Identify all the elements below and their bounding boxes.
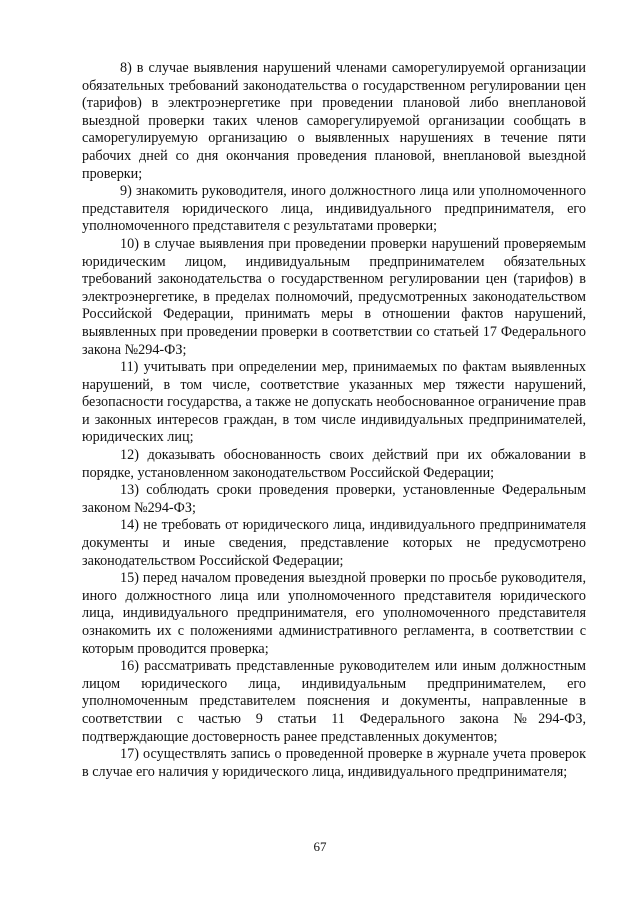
paragraph-item-16: 16) рассматривать представленные руководителем или иным должностным лицом юридического лица, индивидуальным предпринимателем, его уполномоченным представителем пояснения и документы, направленные в соответствии с частью 9 статьи 11 Федерального закона №294-ФЗ, подтверждающие достоверность ранее представленных документов; bbox=[82, 658, 586, 745]
paragraph-item-10: 10) в случае выявления при проведении проверки нарушений проверяемым юридическим лицом, индивидуальным предпринимателем обязательных требований законодательства о государственном регулировании цен (тарифов) в электроэнергетике, в пределах полномочий, предусмотренных законодательством Российской Федерации, принимать меры в отношении фактов нарушений, выявленных при проведении проверки в соответствии со статьей 17 Федерального закона №294-ФЗ; bbox=[82, 235, 586, 358]
paragraph-item-13: 13) соблюдать сроки проведения проверки, установленные Федеральным законом №294-ФЗ; bbox=[82, 482, 586, 516]
paragraph-item-8: 8) в случае выявления нарушений членами саморегулируемой организации обязательных требований законодательства о государственном регулировании цен (тарифов) в электроэнергетике при проведении плановой либо внеплановой выездной проверки таких членов саморегулируемой организации сообщать в саморегулируемую организацию о выявленных нарушениях в течение пяти рабочих дней со дня окончания проведения плановой, внеплановой выездной проверки; bbox=[82, 60, 586, 182]
paragraph-item-9: 9) знакомить руководителя, иного должностного лица или уполномоченного представителя юридического лица, индивидуального предпринимателя, его уполномоченного представителя с результатами проверки; bbox=[82, 183, 586, 235]
paragraph-item-15: 15) перед началом проведения выездной проверки по просьбе руководителя, иного должностного лица или уполномоченного представителя юридического лица, индивидуального предпринимателя, его уполномоченного представителя ознакомить их с положениями административного регламента, в соответствии с которым проводится проверка; bbox=[82, 570, 586, 657]
paragraph-item-12: 12) доказывать обоснованность своих действий при их обжаловании в порядке, установленном законодательством Российской Федерации; bbox=[82, 447, 586, 481]
paragraph-item-17: 17) осуществлять запись о проведенной проверке в журнале учета проверок в случае его наличия у юридического лица, индивидуального предпринимателя; bbox=[82, 746, 586, 780]
paragraph-item-14: 14) не требовать от юридического лица, индивидуального предпринимателя документы и иные сведения, представление которых не предусмотрено законодательством Российской Федерации; bbox=[82, 517, 586, 569]
document-body bbox=[82, 60, 586, 781]
paragraph-item-11: 11) учитывать при определении мер, принимаемых по фактам выявленных нарушений, в том числе, соответствие указанных мер тяжести нарушений, безопасности государства, а также не допускать необоснованное ограничение прав и законных интересов граждан, в том числе индивидуальных предпринимателей, юридических лиц; bbox=[82, 359, 586, 446]
page-number: 67 bbox=[313, 839, 327, 854]
